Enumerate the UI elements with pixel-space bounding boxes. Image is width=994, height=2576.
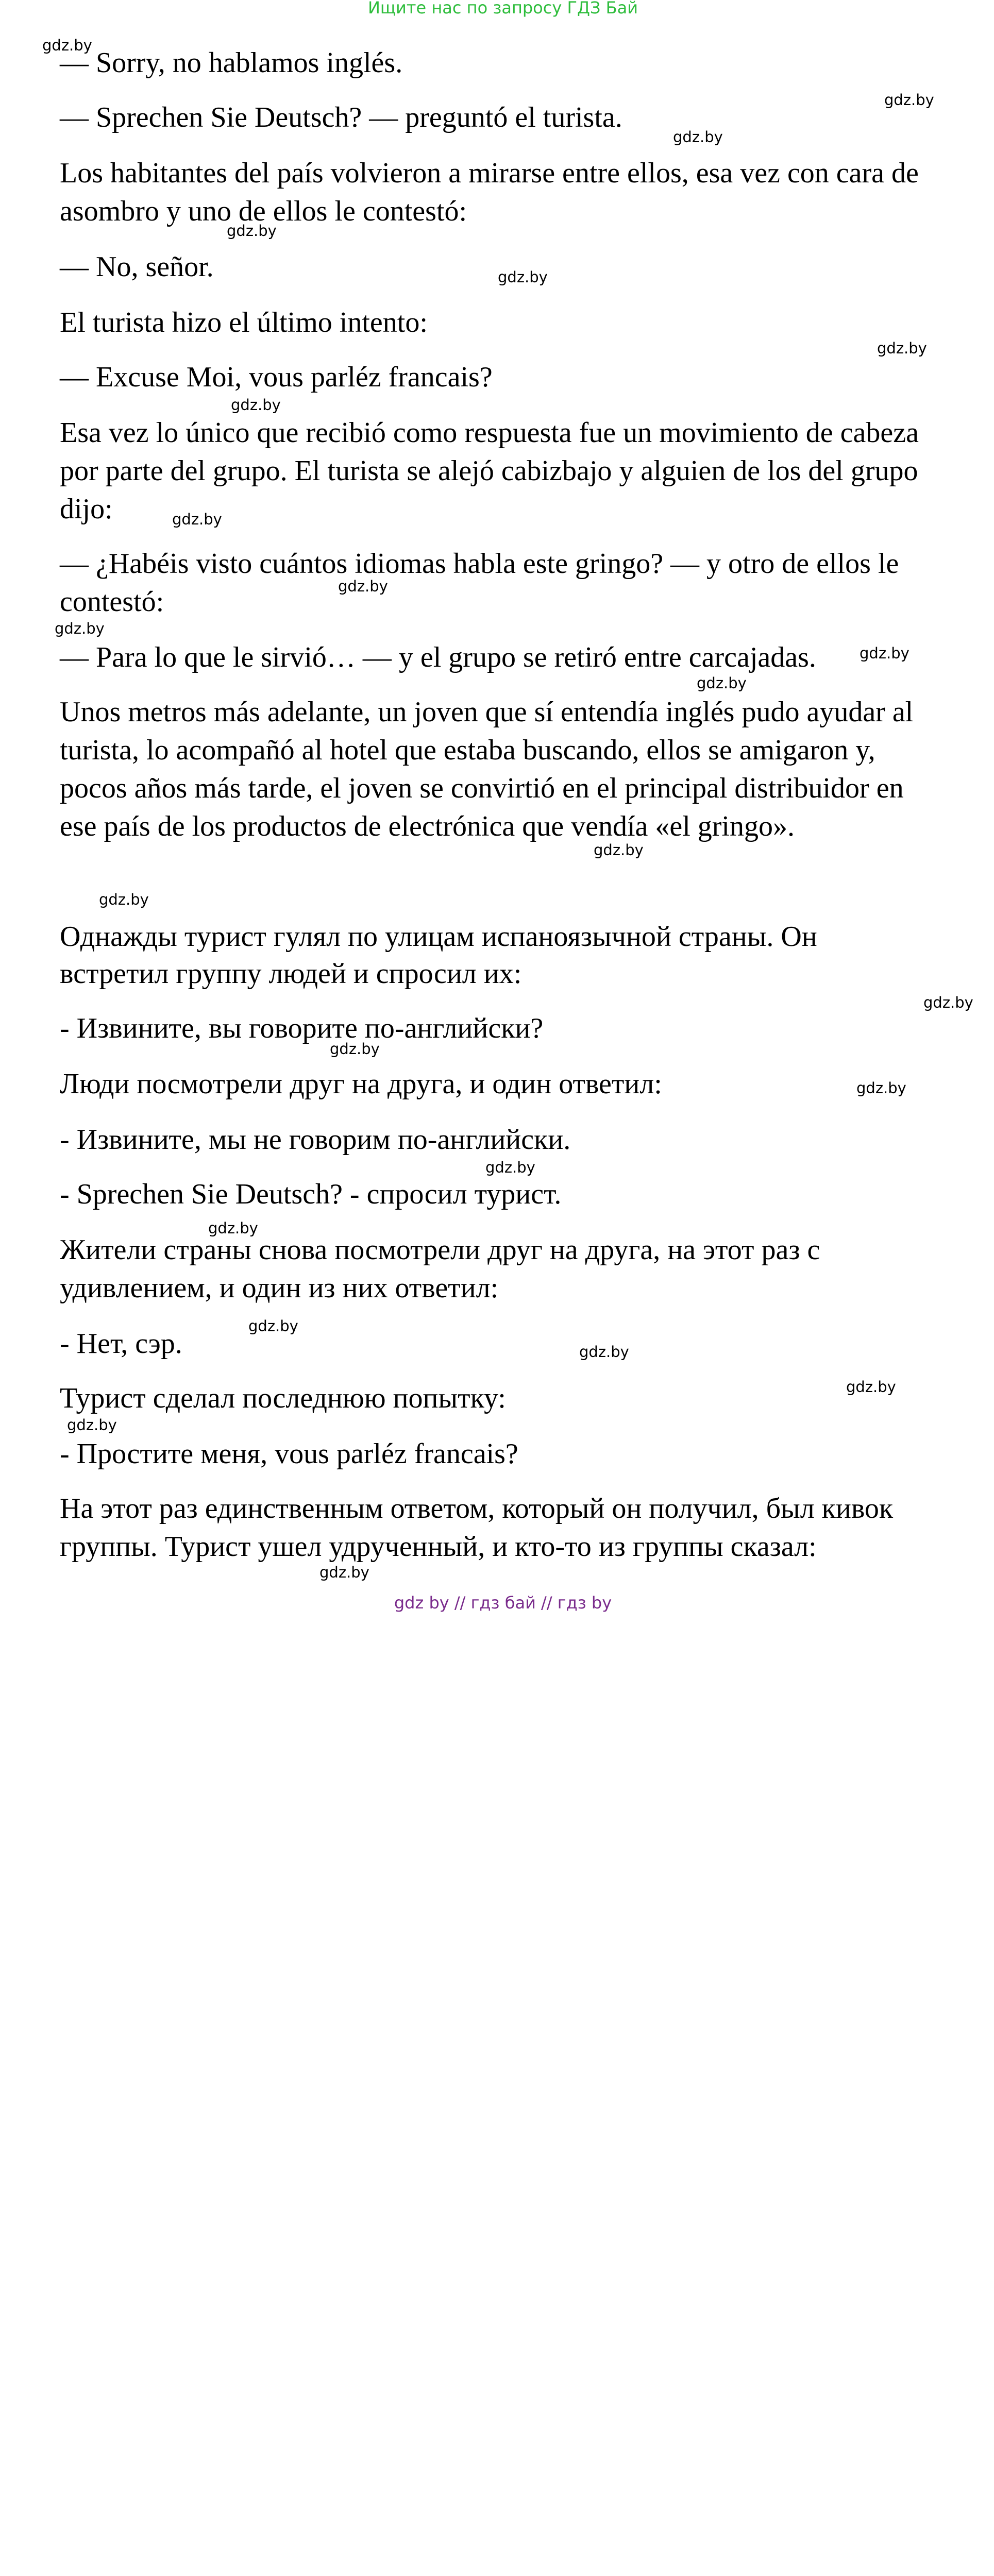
text-line: pocos años más tarde, el joven se convirtió en el principal distribuidor en	[60, 773, 904, 805]
watermark: gdz.by	[697, 676, 747, 692]
text-line: turista, lo acompañó al hotel que estaba buscando, ellos se amigaron y,	[60, 735, 875, 767]
text-line: На этот раз единственным ответом, который он получил, был кивок	[60, 1493, 894, 1525]
watermark: gdz.by	[330, 1042, 380, 1058]
watermark: gdz.by	[338, 579, 388, 596]
text-line: - Простите меня, vous parléz francais?	[60, 1438, 518, 1470]
text-line: удивлением, и один из них ответил:	[60, 1273, 499, 1304]
watermark: gdz.by	[673, 130, 723, 146]
watermark: gdz.by	[67, 1418, 117, 1434]
text-line: Жители страны снова посмотрели друг на друга, на этот раз с	[60, 1234, 820, 1266]
footer-links[interactable]: gdz by // гдз бай // гдз by	[394, 1593, 612, 1613]
text-line: — ¿Habéis visto cuántos idiomas habla este gringo? — y otro de ellos le	[60, 548, 899, 580]
text-line: Однажды турист гулял по улицам испаноязычной страны. Он	[60, 921, 817, 953]
text-line: Unos metros más adelante, un joven que sí entendía inglés pudo ayudar al	[60, 697, 914, 728]
text-line: — Excuse Moi, vous parléz francais?	[60, 362, 493, 394]
text-line: asombro y uno de ellos le contestó:	[60, 196, 467, 228]
watermark: gdz.by	[860, 646, 909, 663]
text-line: por parte del grupo. El turista se alejó cabizbajo y alguien de los del grupo	[60, 455, 918, 487]
watermark: gdz.by	[498, 270, 548, 286]
watermark: gdz.by	[55, 621, 105, 638]
text-line: Esa vez lo único que recibió como respuesta fue un movimiento de cabeza	[60, 417, 919, 449]
text-line: Люди посмотрели друг на друга, и один ответил:	[60, 1069, 662, 1100]
watermark: gdz.by	[172, 512, 222, 529]
text-line: встретил группу людей и спросил их:	[60, 958, 522, 990]
watermark: gdz.by	[42, 38, 92, 55]
watermark: gdz.by	[248, 1319, 298, 1335]
text-line: - Sprechen Sie Deutsch? - спросил турист.	[60, 1179, 562, 1211]
watermark: gdz.by	[208, 1221, 258, 1238]
watermark: gdz.by	[856, 1081, 906, 1097]
text-line: ese país de los productos de electrónica que vendía «el gringo».	[60, 811, 795, 843]
text-line: — Sprechen Sie Deutsch? — preguntó el turista.	[60, 102, 622, 134]
watermark: gdz.by	[231, 398, 281, 414]
watermark: gdz.by	[485, 1160, 535, 1177]
text-line: группы. Турист ушел удрученный, и кто-то из группы сказал:	[60, 1531, 817, 1563]
text-line: - Извините, мы не говорим по-английски.	[60, 1124, 571, 1156]
text-line: - Нет, сэр.	[60, 1328, 182, 1360]
text-line: Турист сделал последнюю попытку:	[60, 1383, 506, 1415]
text-line: - Извините, вы говорите по-английски?	[60, 1013, 544, 1045]
header-promo[interactable]: Ищите нас по запросу ГДЗ Бай	[367, 0, 638, 18]
watermark: gdz.by	[227, 224, 277, 240]
watermark: gdz.by	[99, 892, 149, 909]
text-line: Los habitantes del país volvieron a mirarse entre ellos, esa vez con cara de	[60, 158, 919, 190]
text-line: — Sorry, no hablamos inglés.	[60, 47, 403, 79]
watermark: gdz.by	[319, 1565, 369, 1582]
text-line: — No, señor.	[60, 251, 214, 283]
watermark: gdz.by	[884, 93, 934, 109]
text-line: El turista hizo el último intento:	[60, 307, 428, 339]
watermark: gdz.by	[594, 843, 644, 859]
text-line: — Para lo que le sirvió… — y el grupo se retiró entre carcajadas.	[60, 642, 816, 674]
text-line: dijo:	[60, 494, 113, 526]
watermark: gdz.by	[923, 995, 973, 1012]
watermark: gdz.by	[877, 341, 927, 358]
watermark: gdz.by	[846, 1380, 896, 1396]
text-line: contestó:	[60, 586, 164, 618]
watermark: gdz.by	[579, 1345, 629, 1361]
